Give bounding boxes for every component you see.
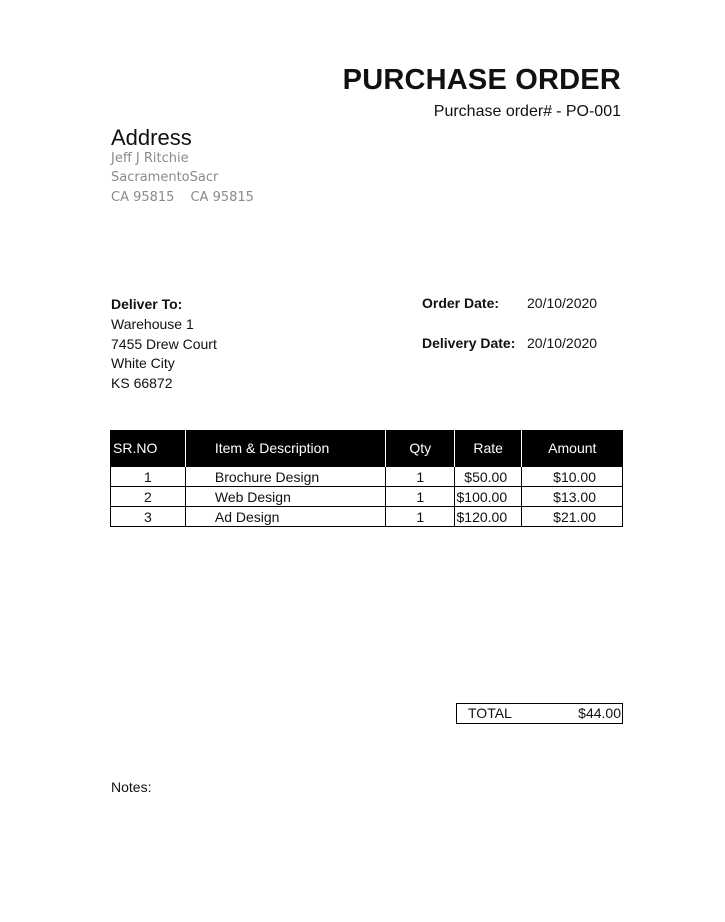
total-label: TOTAL [468,705,512,721]
order-date-label: Order Date: [422,295,500,311]
delivery-date-value: 20/10/2020 [527,335,598,351]
cell-item: Web Design [185,487,386,507]
address-region-2: CA 95815 [190,190,254,205]
deliver-to-line: KS 66872 [111,375,173,392]
cell-item: Brochure Design [185,467,386,487]
table-row [111,467,623,487]
cell-rate: $100.00 [455,487,522,507]
cell-sr-no: 3 [111,507,186,527]
column-header-amount: Amount [522,430,623,467]
total-value: $44.00 [578,705,621,721]
cell-rate: $120.00 [455,507,522,527]
po-number-value: - PO-001 [556,103,621,120]
delivery-date-label: Delivery Date: [422,335,516,351]
cell-qty: 1 [386,467,455,487]
po-number [434,103,621,121]
address-heading: Address [111,125,192,150]
table-header-row [111,430,623,467]
cell-qty: 1 [386,507,455,527]
cell-sr-no: 2 [111,487,186,507]
items-table [110,430,623,527]
deliver-to-line: Warehouse 1 [111,315,194,332]
address-street: SacramentoSacr [111,170,219,185]
cell-qty: 1 [386,487,455,507]
column-header-rate: Rate [455,430,522,467]
address-region-1: CA 95815 [111,190,175,205]
column-header-item-description: Item & Description [185,430,386,467]
cell-amount: $13.00 [522,487,623,507]
deliver-to-line: White City [111,355,175,372]
cell-amount: $10.00 [522,467,623,487]
address-name: Jeff J Ritchie [111,151,189,166]
deliver-to-block [111,295,217,394]
po-number-label: Purchase order# [433,103,553,120]
notes-label: Notes: [111,779,152,795]
column-header-sr-no: SR.NO [111,430,186,467]
deliver-to-line: 7455 Drew Court [111,335,217,352]
total-box [456,703,623,724]
order-date-value: 20/10/2020 [527,295,598,311]
deliver-to-heading: Deliver To: [111,296,183,312]
table-row [111,487,623,507]
cell-rate: $50.00 [455,467,522,487]
table-row [111,507,623,527]
address-region [111,190,254,205]
document-title: PURCHASE ORDER [342,64,621,96]
cell-amount: $21.00 [522,507,623,527]
cell-item: Ad Design [185,507,386,527]
cell-sr-no: 1 [111,467,186,487]
column-header-qty: Qty [386,430,455,467]
